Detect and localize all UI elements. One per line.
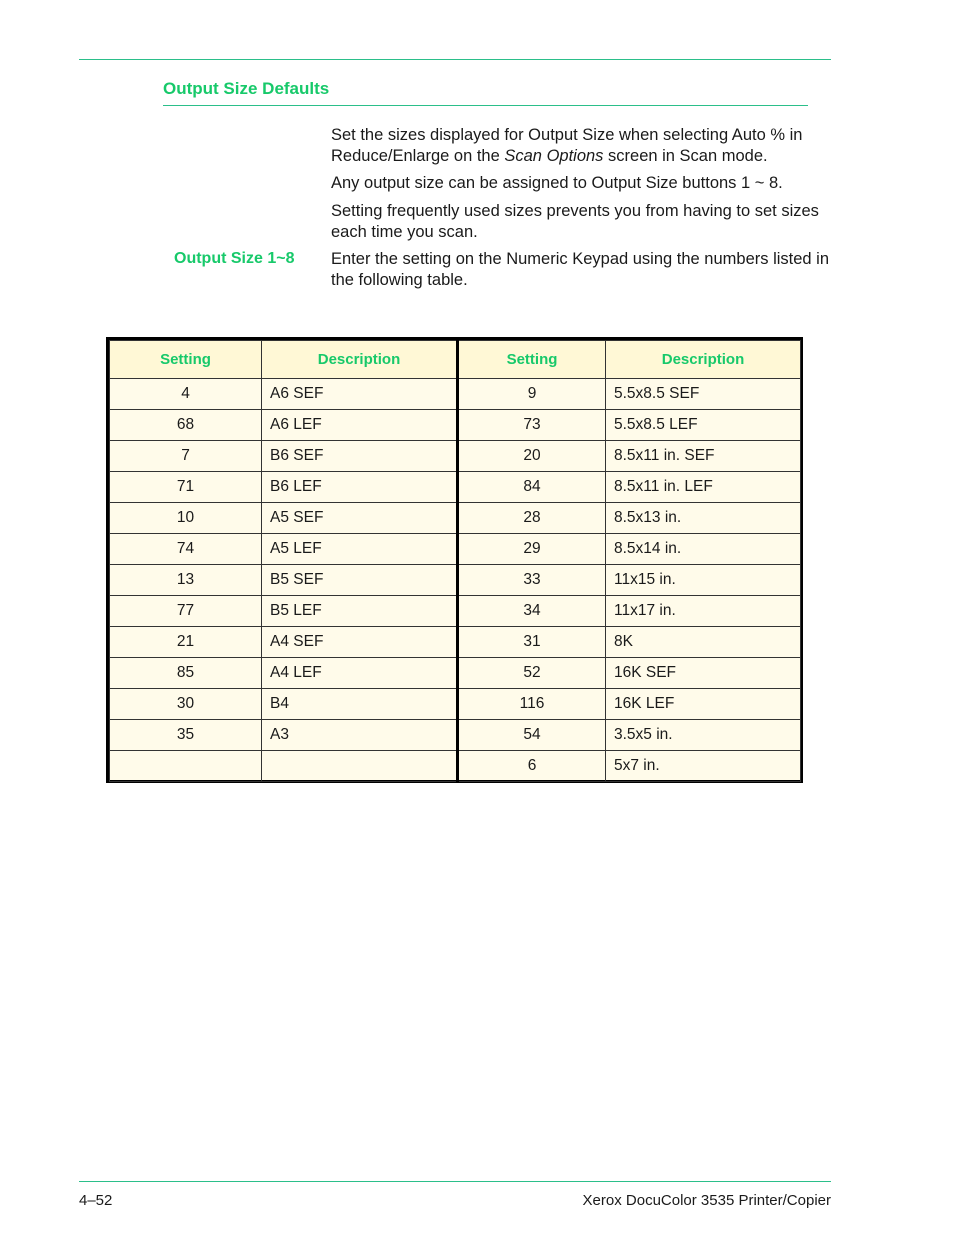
description-cell: A5 SEF	[262, 503, 458, 534]
description-cell: 11x15 in.	[606, 565, 801, 596]
page-number: 4–52	[79, 1192, 113, 1209]
description-cell: 16K LEF	[606, 689, 801, 720]
description-cell: B5 SEF	[262, 565, 458, 596]
settings-table	[109, 340, 801, 782]
description-cell: B4	[262, 689, 458, 720]
setting-cell: 73	[458, 410, 606, 441]
description-cell: A6 SEF	[262, 379, 458, 410]
header-description-right: Description	[606, 341, 801, 379]
description-cell: A3	[262, 720, 458, 751]
table-row	[110, 658, 801, 689]
table-row	[110, 689, 801, 720]
setting-cell: 34	[458, 596, 606, 627]
description-cell: 8.5x11 in. LEF	[606, 472, 801, 503]
frequency-paragraph: Setting frequently used sizes prevents you from having to set sizes each time you scan.	[331, 202, 819, 241]
footer-rule	[79, 1181, 831, 1182]
header-setting-left: Setting	[110, 341, 262, 379]
setting-cell: 9	[458, 379, 606, 410]
intro-text-end: screen in Scan mode.	[603, 146, 768, 165]
description-cell: A4 SEF	[262, 627, 458, 658]
table-row	[110, 441, 801, 472]
setting-cell: 116	[458, 689, 606, 720]
setting-cell: 6	[458, 751, 606, 782]
table-row	[110, 534, 801, 565]
intro-text-start: Set the sizes displayed for Output Size when selecting Auto % in Reduce/Enlarge on the	[331, 126, 803, 165]
table-row	[110, 720, 801, 751]
table-row	[110, 565, 801, 596]
section-title-rule	[163, 105, 808, 106]
description-cell: 8.5x13 in.	[606, 503, 801, 534]
description-cell: A4 LEF	[262, 658, 458, 689]
table-row	[110, 472, 801, 503]
scan-options-emphasis: Scan Options	[504, 146, 604, 165]
description-cell: A6 LEF	[262, 410, 458, 441]
table-row	[110, 410, 801, 441]
description-cell	[262, 751, 458, 782]
setting-cell: 21	[110, 627, 262, 658]
header-rule	[79, 59, 831, 60]
assignment-paragraph: Any output size can be assigned to Output Size buttons 1 ~ 8.	[331, 174, 783, 192]
description-cell: 5x7 in.	[606, 751, 801, 782]
header-description-left: Description	[262, 341, 458, 379]
setting-cell: 7	[110, 441, 262, 472]
description-cell: 8.5x11 in. SEF	[606, 441, 801, 472]
table-row	[110, 503, 801, 534]
setting-cell: 85	[110, 658, 262, 689]
setting-cell: 28	[458, 503, 606, 534]
setting-cell: 84	[458, 472, 606, 503]
setting-cell: 13	[110, 565, 262, 596]
setting-cell: 54	[458, 720, 606, 751]
section-title: Output Size Defaults	[163, 79, 330, 98]
description-cell: B6 LEF	[262, 472, 458, 503]
description-cell: 16K SEF	[606, 658, 801, 689]
description-cell: 3.5x5 in.	[606, 720, 801, 751]
description-cell: A5 LEF	[262, 534, 458, 565]
table-row	[110, 627, 801, 658]
setting-cell: 29	[458, 534, 606, 565]
setting-cell: 35	[110, 720, 262, 751]
description-cell: B6 SEF	[262, 441, 458, 472]
description-cell: 5.5x8.5 SEF	[606, 379, 801, 410]
description-cell: 8.5x14 in.	[606, 534, 801, 565]
intro-paragraph	[331, 125, 831, 166]
description-cell: B5 LEF	[262, 596, 458, 627]
table-row	[110, 751, 801, 782]
setting-cell: 4	[110, 379, 262, 410]
setting-cell: 74	[110, 534, 262, 565]
setting-cell: 30	[110, 689, 262, 720]
description-cell: 5.5x8.5 LEF	[606, 410, 801, 441]
product-name: Xerox DocuColor 3535 Printer/Copier	[582, 1192, 831, 1209]
table-row	[110, 379, 801, 410]
setting-cell: 71	[110, 472, 262, 503]
description-cell: 8K	[606, 627, 801, 658]
setting-cell: 20	[458, 441, 606, 472]
setting-cell: 33	[458, 565, 606, 596]
output-size-label: Output Size 1~8	[174, 250, 295, 267]
header-setting-right: Setting	[458, 341, 606, 379]
setting-cell: 77	[110, 596, 262, 627]
setting-cell: 68	[110, 410, 262, 441]
keypad-instruction-paragraph: Enter the setting on the Numeric Keypad using the numbers listed in the following table.	[331, 250, 830, 289]
setting-cell: 10	[110, 503, 262, 534]
setting-cell	[110, 751, 262, 782]
settings-table-frame	[106, 337, 803, 783]
table-header-row	[110, 341, 801, 379]
setting-cell: 31	[458, 627, 606, 658]
description-cell: 11x17 in.	[606, 596, 801, 627]
table-row	[110, 596, 801, 627]
setting-cell: 52	[458, 658, 606, 689]
